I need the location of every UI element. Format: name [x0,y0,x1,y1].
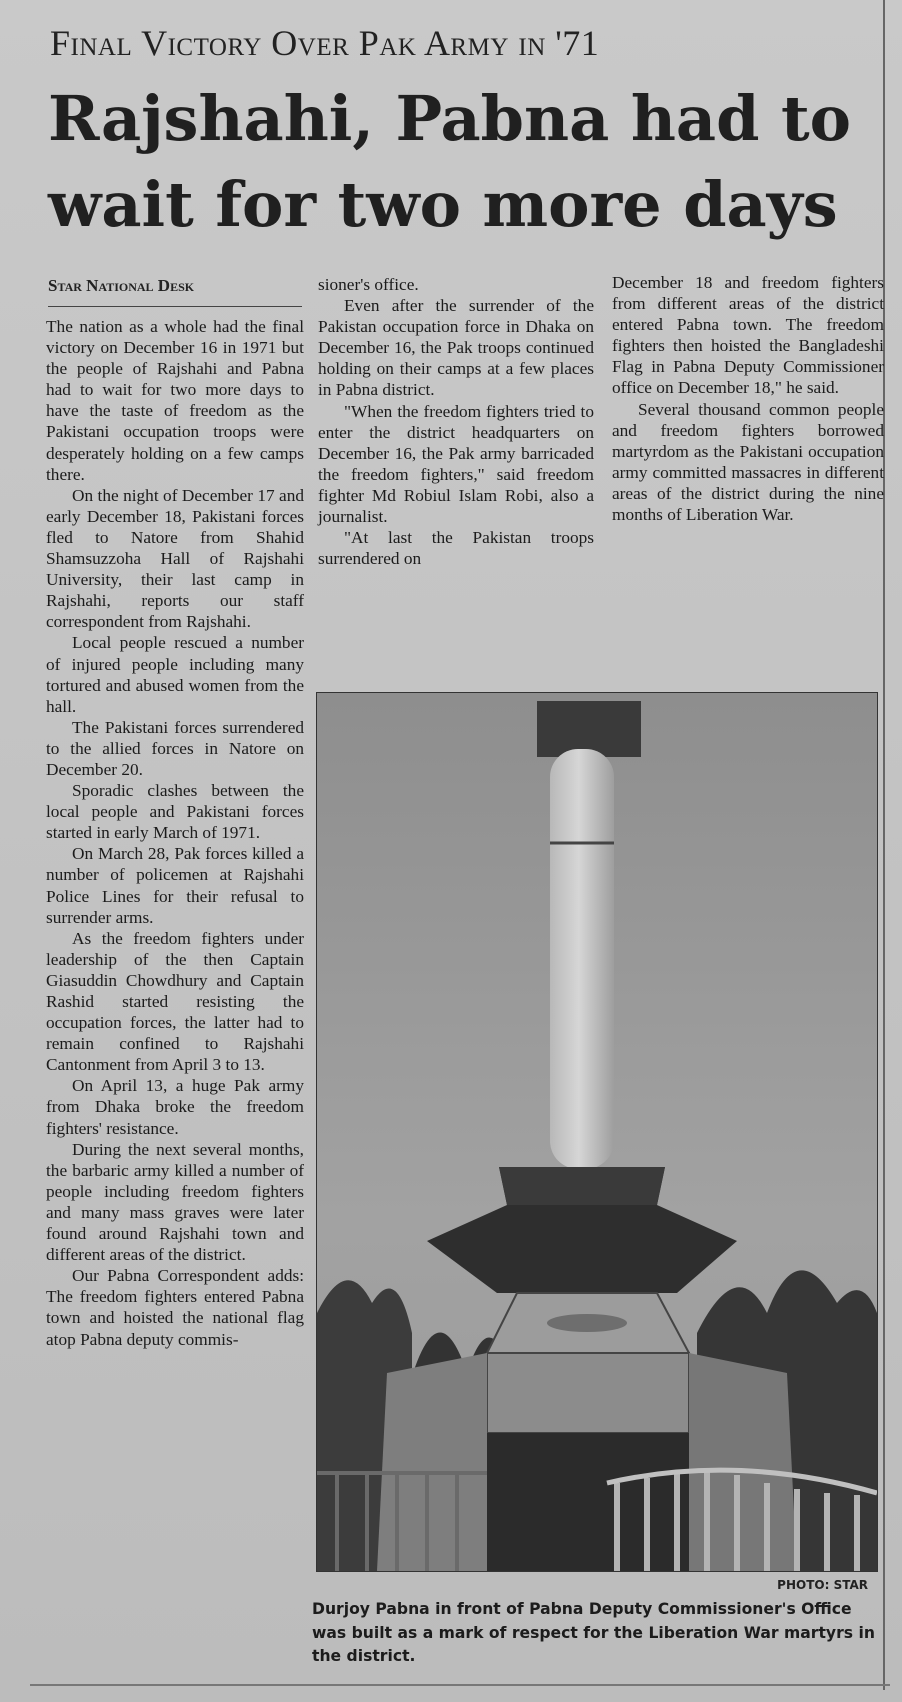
bottom-rule [30,1684,890,1686]
article-byline: Star National Desk [48,276,302,307]
paragraph: During the next several months, the barbaric army killed a number of people including freedom fighters and many mass graves were later found around Rajshahi town and different areas of the district. [46,1139,304,1265]
paragraph: Sporadic clashes between the local people and Pakistani forces started in early March of 1971. [46,781,304,843]
paragraph: December 18 and freedom fighters from different areas of the district entered Pabna town. The freedom fighters then hoisted the Bangladeshi Flag in Pabna Deputy Commissioner office on December 18," he said. [612,273,884,398]
paragraph: On the night of December 17 and early December 18, Pakistani forces fled to Natore from Shahid Shamsuzzoha Hall of Rajshahi University, their last camp in Rajshahi, reports our staff correspondent from Rajshahi. [46,485,304,632]
article-column-2 [318,274,594,569]
paragraph: As the freedom fighters under leadership of the then Captain Giasuddin Chowdhury and Captain Rashid started resisting the occupation forces, the latter had to remain confined to Rajshahi Cantonment from April 3 to 13. [46,928,304,1075]
paragraph: Several thousand common people and freedom fighters borrowed martyrdom as the Pakistani occupation army committed massacres in different areas of the district during the nine months of Liberation War. [612,399,884,525]
article-column-3 [612,272,884,525]
photo-credit: PHOTO: STAR [777,1578,868,1592]
article-column-1 [46,316,304,1350]
paragraph: "When the freedom fighters tried to enter the district headquarters on December 16, the Pak army barricaded the freedom fighters," said freedom fighter Md Robiul Islam Robi, also a journalist. [318,401,594,527]
photo-caption: Durjoy Pabna in front of Pabna Deputy Commissioner's Office was built as a mark of respect for the Liberation War martyrs in the district. [312,1600,875,1665]
paragraph: Our Pabna Correspondent adds: The freedom fighters entered Pabna town and hoisted the national flag atop Pabna deputy commis- [46,1266,304,1349]
article-headline: Rajshahi, Pabna had to wait for two more days [48,82,852,241]
paragraph: The Pakistani forces surrendered to the allied forces in Natore on December 20. [46,717,304,779]
paragraph: The nation as a whole had the final victory on December 16 in 1971 but the people of Rajshahi and Pabna had to wait for two more days to have the taste of freedom as the Pakistani occupation troops were desperately holding on a few camps there. [46,317,304,484]
paragraph: Even after the surrender of the Pakistan occupation force in Dhaka on December 16, the Pak troops continued holding on their camps at a few places in Pabna district. [318,296,594,400]
column-rule [883,0,885,1690]
monument-photo [316,692,878,1572]
paragraph: On April 13, a huge Pak army from Dhaka broke the freedom fighters' resistance. [46,1076,304,1138]
paragraph: On March 28, Pak forces killed a number of policemen at Rajshahi Police Lines for their refusal to surrender arms. [46,844,304,927]
paragraph: sioner's office. [318,275,419,294]
paragraph: Local people rescued a number of injured people including many tortured and abused women from the hall. [46,633,304,716]
article-kicker: Final Victory Over Pak Army in '71 [50,23,600,63]
paragraph: "At last the Pakistan troops surrendered on [318,528,594,569]
